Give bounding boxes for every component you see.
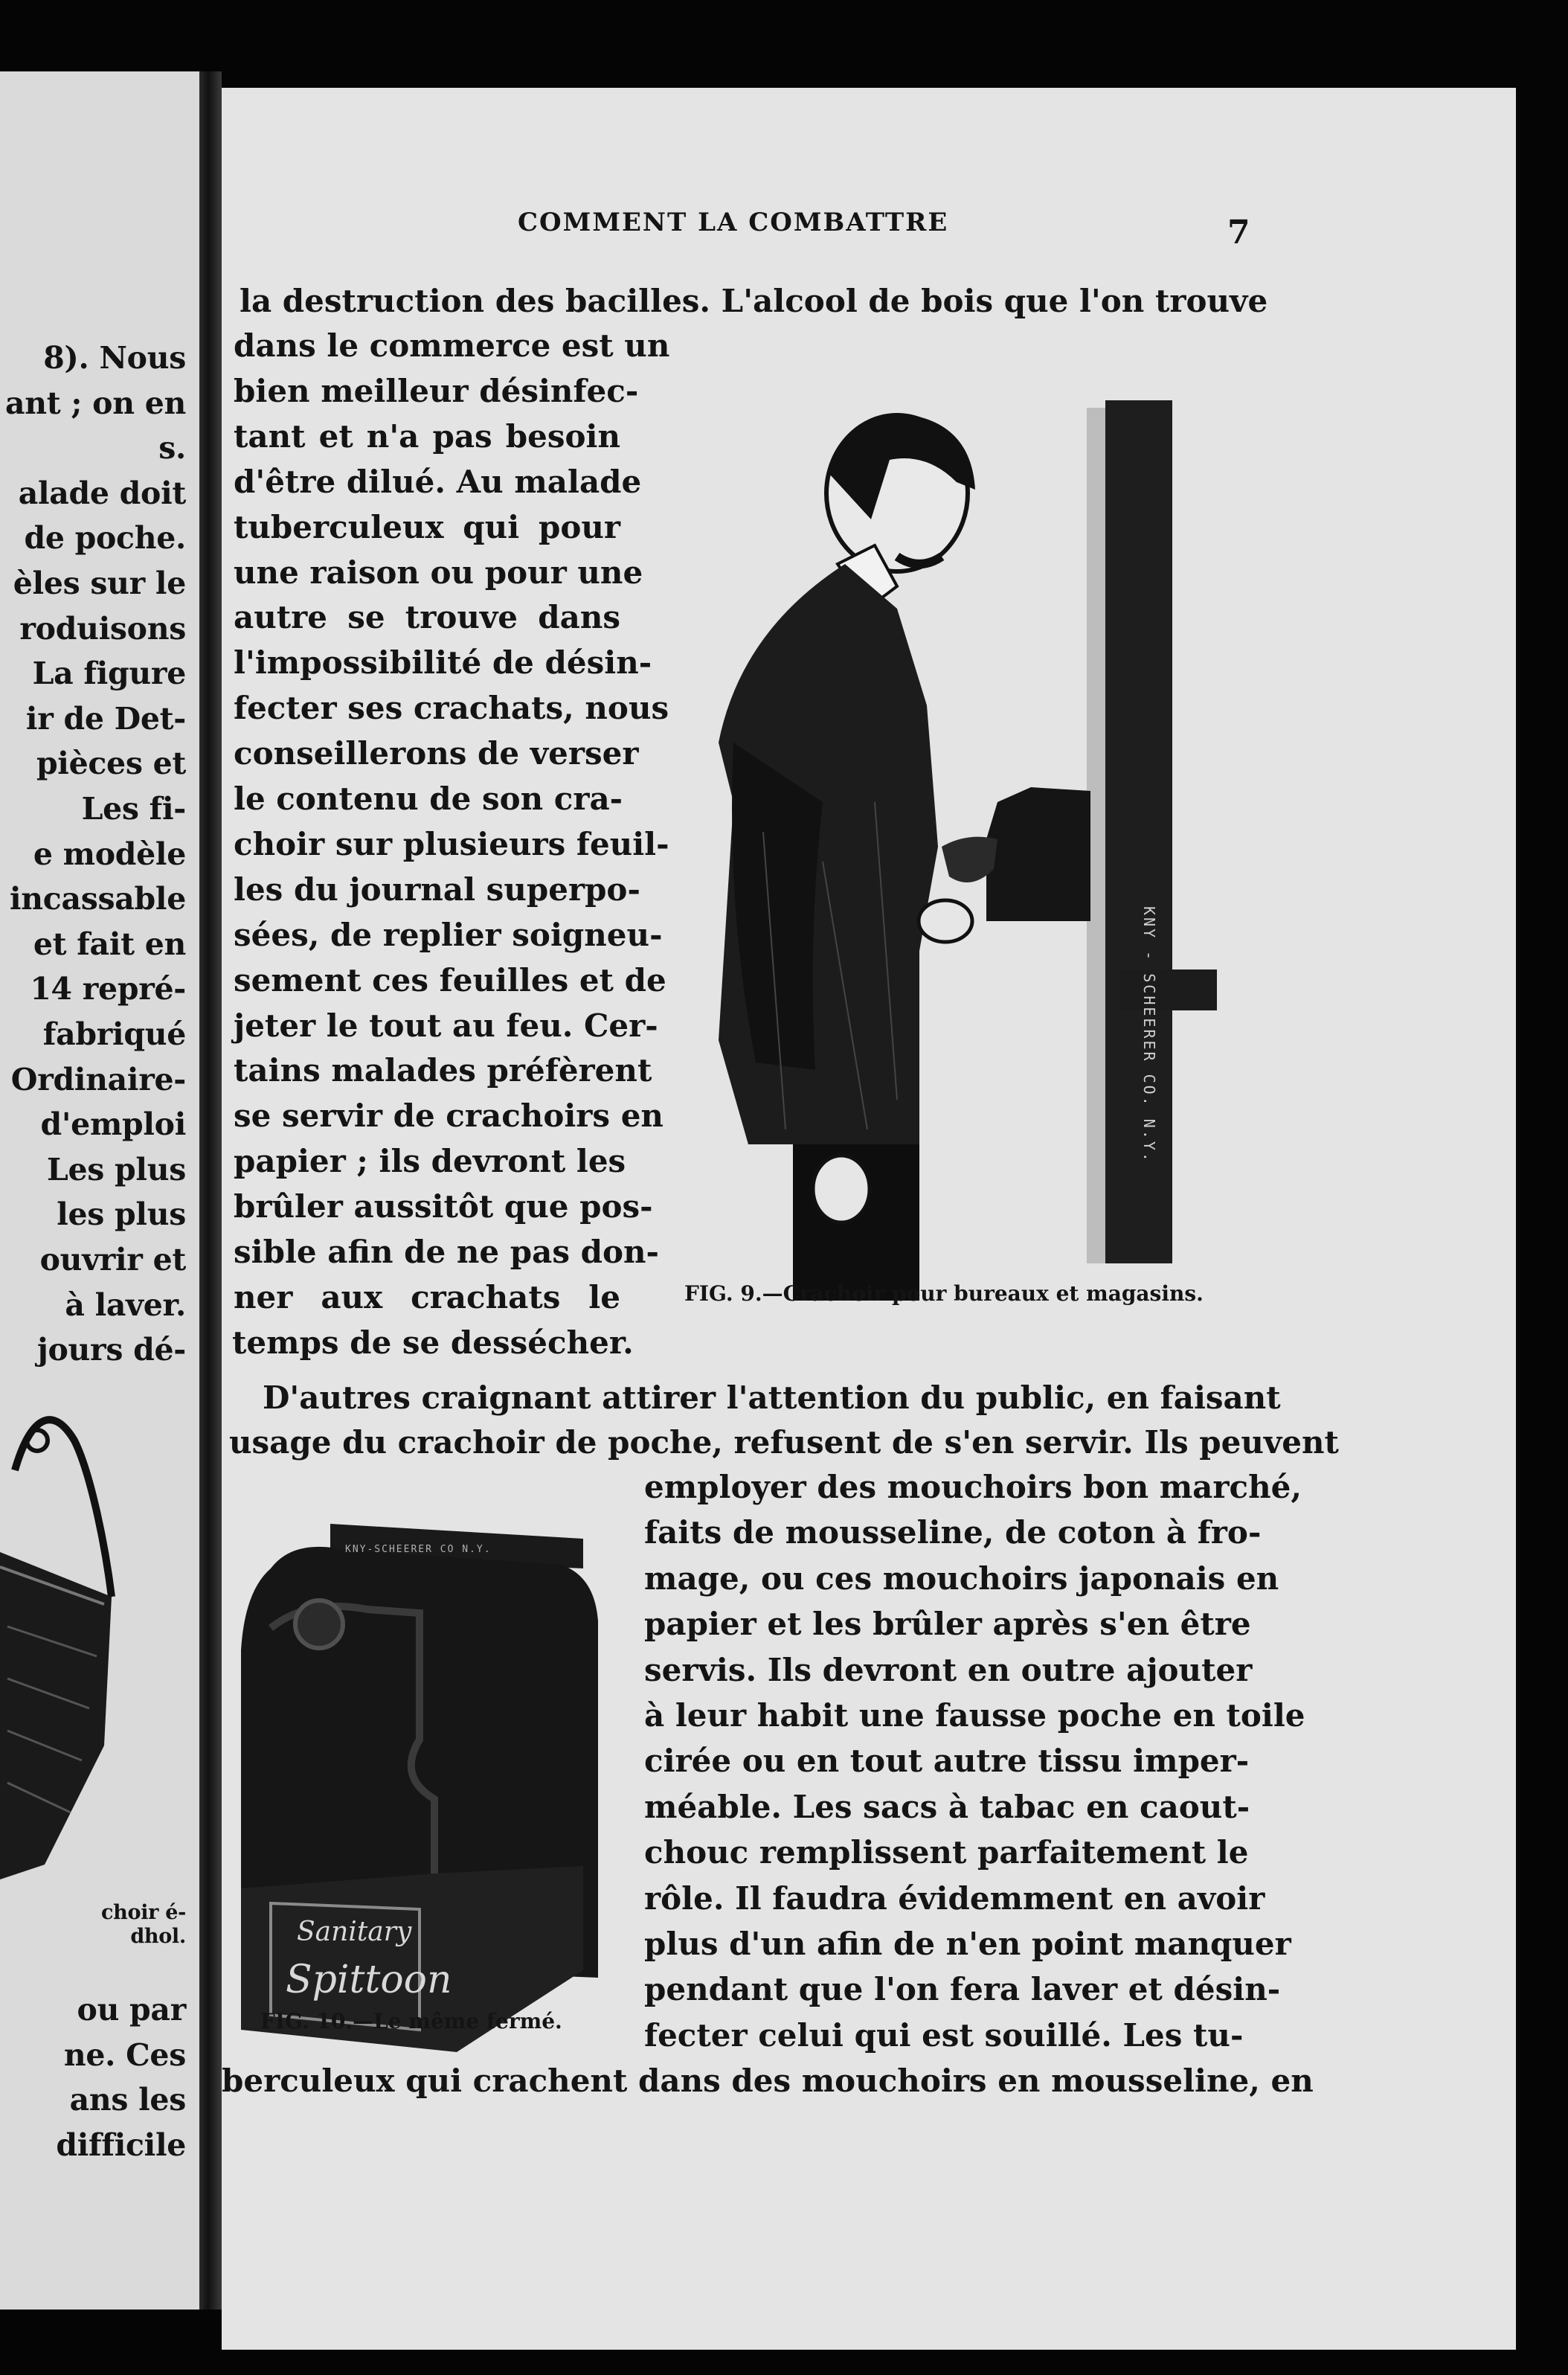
left-page-bottom-line-3: ans les: [69, 2082, 186, 2118]
figure10-box-label-2: Spittoon: [286, 1958, 452, 2002]
left-page-line-2: ant ; on en: [4, 385, 186, 421]
left-page-line-10: pièces et: [36, 746, 186, 782]
running-head: COMMENT LA COMBATTRE: [518, 208, 949, 237]
paragraph1-line-10: conseillerons de verser: [234, 735, 639, 772]
left-page-line-15: 14 repré-: [30, 971, 186, 1007]
page-number: 7: [1227, 214, 1250, 251]
paragraph2-line-5: servis. Ils devront en outre ajouter: [644, 1651, 1253, 1688]
paragraph1-last-line: temps de se dessécher.: [232, 1324, 634, 1361]
left-page-line-5: de poche.: [24, 520, 186, 557]
paragraph2-line-1: D'autres craignant attirer l'attention du public, en faisant: [263, 1379, 1281, 1416]
paragraph2-line-6: à leur habit une fausse poche en toile: [644, 1697, 1305, 1734]
figure9-caption: FIG. 9.—Crachoir pour bureaux et magasins.: [684, 1281, 1204, 1306]
paragraph1-line-19: papier ; ils devront les: [234, 1143, 626, 1180]
left-page-line-7: roduisons: [19, 610, 186, 647]
paragraph1-line-15: sement ces feuilles et de: [234, 961, 666, 999]
paragraph1-line-4: d'être dilué. Au malade: [234, 463, 642, 500]
paragraph1-line-18: se servir de crachoirs en: [234, 1097, 663, 1135]
paragraph1-line-13: les du journal superpo-: [234, 871, 640, 908]
left-page-bottom-line-4: difficile: [56, 2126, 186, 2163]
left-page-line-6: èles sur le: [13, 565, 186, 601]
left-page-line-11: Les fi-: [81, 791, 186, 827]
left-page-fragment: [0, 71, 199, 2310]
left-page-bottom-line-2: ne. Ces: [63, 2036, 186, 2073]
left-page-line-4: alade doit: [18, 475, 186, 511]
paragraph1-line-8: l'impossibilité de désin-: [234, 644, 652, 682]
paragraph1-line-17: tains malades préfèrent: [234, 1052, 652, 1089]
paragraph1-first-line: la destruction des bacilles. L'alcool de bois que l'on trouve: [240, 283, 1268, 319]
paragraph2-line-2: usage du crachoir de poche, refusent de s'en servir. Ils peuvent: [229, 1424, 1339, 1461]
paragraph1-line-11: le contenu de son cra-: [234, 781, 623, 817]
paragraph1-line-5: tuberculeux qui pour: [234, 508, 620, 545]
figure10-lid-text: KNY-SCHEERER CO N.Y.: [345, 1544, 492, 1555]
basket-spittoon-illustration: [0, 1329, 126, 1894]
paragraph1-line-20: brûler aussitôt que pos-: [234, 1188, 653, 1225]
left-page-line-9: ir de Det-: [25, 700, 186, 737]
paragraph2-line-9: chouc remplissent parfaitement le: [644, 1834, 1249, 1871]
left-page-line-18: d'emploi: [40, 1106, 186, 1143]
paragraph1-line-12: choir sur plusieurs feuil-: [234, 825, 669, 862]
left-page-line-16: fabriqué: [42, 1016, 186, 1052]
figure10-box-label-1: Sanitary: [297, 1917, 412, 1947]
figure10-caption: FIG. 10.—Le même fermé.: [260, 2009, 562, 2033]
paragraph1-line-21: sible afin de ne pas don-: [234, 1234, 659, 1270]
paragraph2-line-7: cirée ou en tout autre tissu imper-: [644, 1743, 1250, 1780]
paragraph2-line-3: mage, ou ces mouchoirs japonais en: [644, 1560, 1279, 1597]
paragraph1-line-3: tant et n'a pas besoin: [234, 417, 620, 455]
left-page-line-22: à laver.: [65, 1286, 186, 1323]
left-page-line-14: et fait en: [33, 926, 186, 962]
left-page-line-12: e modèle: [33, 836, 186, 872]
paragraph2-line-12: pendant que l'on fera laver et désin-: [644, 1971, 1281, 2008]
paragraph1-line-1: dans le commerce est un: [234, 327, 670, 364]
paragraph2-line-8: méable. Les sacs à tabac en caout-: [644, 1788, 1250, 1825]
book-gutter: [199, 71, 222, 2310]
paragraph2-line-2: faits de mousseline, de coton à fro-: [644, 1514, 1262, 1551]
paragraph2-line-1: employer des mouchoirs bon marché,: [644, 1469, 1302, 1505]
paragraph1-line-2: bien meilleur désinfec-: [234, 372, 639, 409]
left-page-line-3: s.: [158, 430, 186, 467]
figure10-illustration: [226, 1516, 613, 2082]
paragraph1-line-22: ner aux crachats le: [234, 1278, 620, 1315]
left-page-line-17: Ordinaire-: [10, 1061, 186, 1097]
left-page-line-13: incassable: [10, 881, 186, 917]
paragraph1-line-9: fecter ses crachats, nous: [234, 690, 669, 727]
paragraph2-line-10: rôle. Il faudra évidemment en avoir: [644, 1879, 1265, 1917]
paragraph1-line-6: une raison ou pour une: [234, 554, 643, 591]
figure9-mount-text: KNY - SCHEERER CO. N.Y.: [1140, 906, 1158, 1164]
paragraph2-line-13: fecter celui qui est souillé. Les tu-: [644, 2016, 1244, 2054]
left-page-line-23: jours dé-: [36, 1332, 186, 1368]
paragraph1-line-14: sées, de replier soigneu-: [234, 916, 663, 953]
left-page-line-20: les plus: [57, 1196, 186, 1233]
left-page-line-19: Les plus: [46, 1151, 186, 1188]
main-page: [222, 88, 1516, 2350]
left-page-caption-line-1: choir é-: [101, 1901, 186, 1924]
left-page-line-1: 8). Nous: [43, 340, 186, 376]
left-page-caption-line-2: dhol.: [130, 1925, 186, 1948]
left-page-line-8: La figure: [32, 656, 186, 692]
paragraph2-last-line: berculeux qui crachent dans des mouchoirs en mousseline, en: [222, 2062, 1314, 2099]
paragraph2-line-11: plus d'un afin de n'en point manquer: [644, 1926, 1291, 1962]
left-page-line-21: ouvrir et: [39, 1242, 186, 1278]
paragraph1-line-16: jeter le tout au feu. Cer-: [234, 1007, 658, 1044]
left-page-bottom-line-1: ou par: [77, 1992, 186, 2028]
figure9-illustration: [674, 385, 1239, 1353]
paragraph1-line-7: autre se trouve dans: [234, 599, 620, 636]
paragraph2-line-4: papier et les brûler après s'en être: [644, 1606, 1251, 1643]
